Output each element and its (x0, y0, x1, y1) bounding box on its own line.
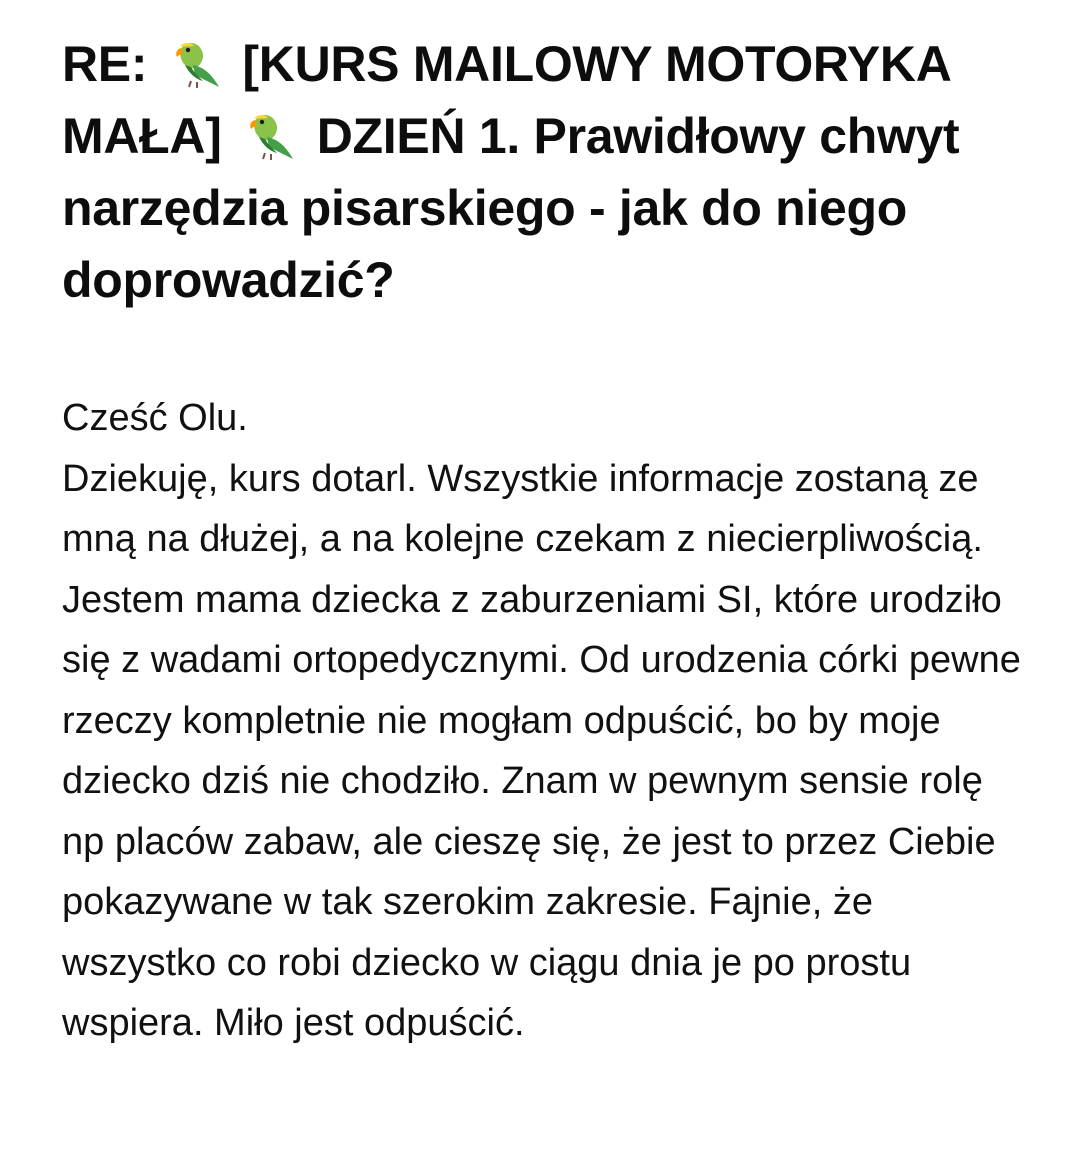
email-greeting: Cześć Olu. (62, 397, 248, 439)
subject-rest: DZIEŃ 1. Prawidłowy chwyt narzędzia pisarskiego - jak do niego doprowadzić? (62, 108, 960, 308)
email-body (62, 388, 1022, 1054)
parrot-icon (241, 107, 297, 163)
email-subject (62, 28, 1022, 316)
email-view (62, 28, 1022, 1054)
subject-course: [KURS MAILOWY MOTORYKA MAŁA] (62, 36, 950, 164)
email-paragraph: Dziekuję, kurs dotarl. Wszystkie informacje zostaną ze mną na dłużej, a na kolejne czekam z niecierpliwością. Jestem mama dziecka z zaburzeniami SI, które urodziło się z wadami ortopedycznymi. Od urodzenia córki pewne rzeczy kompletnie nie mogłam odpuścić, bo by moje dziecko dziś nie chodziło. Znam w pewnym sensie rolę np placów zabaw, ale cieszę się, że jest to przez Ciebie pokazywane w tak szerokim zakresie. Fajnie, że wszystko co robi dziecko w ciągu dnia je po prostu wspiera. Miło jest odpuścić. (62, 457, 1021, 1044)
parrot-icon (167, 35, 223, 91)
subject-prefix: RE: (62, 36, 148, 92)
